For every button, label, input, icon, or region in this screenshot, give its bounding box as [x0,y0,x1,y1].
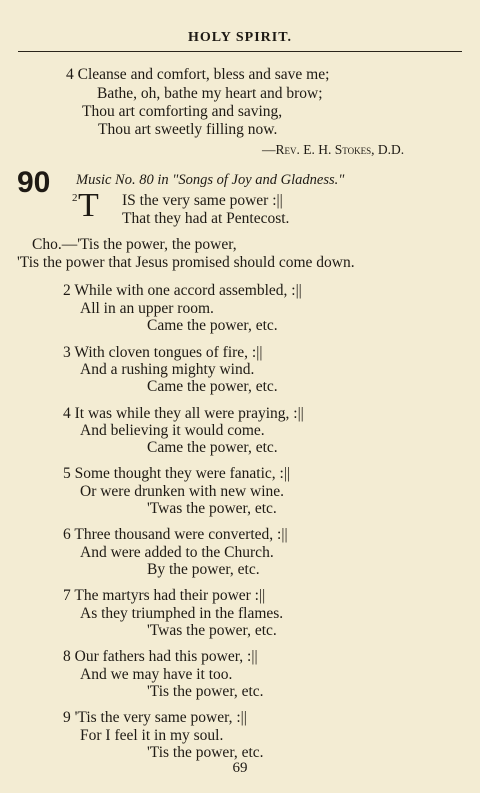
verse-4-line-1: 4 It was while they all were praying, :|| [63,405,304,422]
verse-5-line-2: Or were drunken with new wine. [80,483,285,500]
verse-3-line-2: And a rushing mighty wind. [80,361,255,378]
verse-marker: 2 [72,192,78,204]
verse-9-line-1: 9 'Tis the very same power, :|| [63,709,247,726]
verse-7-line-1: 7 The martyrs had their power :|| [63,587,266,604]
prev-hymn-attribution: —Rev. E. H. Stokes, D.D. [262,142,405,157]
verse-2-line-2: All in an upper room. [80,300,214,317]
verse-5-line-3: 'Twas the power, etc. [147,500,277,517]
verse-7-line-3: 'Twas the power, etc. [147,622,277,639]
verse-2-line-1: 2 While with one accord assembled, :|| [63,282,302,299]
verse-5-line-1: 5 Some thought they were fanatic, :|| [63,465,291,482]
verse-2-line-3: Came the power, etc. [147,317,278,334]
hymn-number: 90 [17,166,51,199]
header-rule [18,51,462,52]
verse-1-line-2: That they had at Pentecost. [122,210,290,227]
prev-hymn-line-2: Bathe, oh, bathe my heart and brow; [97,85,323,102]
verse-4-line-2: And believing it would come. [80,422,265,439]
prev-hymn-line-4: Thou art sweetly filling now. [98,121,278,138]
verse-7-line-2: As they triumphed in the flames. [80,605,284,622]
chorus-line-1: Cho.—'Tis the power, the power, [32,236,237,253]
chorus-line-2: 'Tis the power that Jesus promised should come down. [17,254,355,271]
verse-3-line-3: Came the power, etc. [147,378,278,395]
verse-9-line-2: For I feel it in my soul. [80,727,224,744]
verse-8-line-2: And we may have it too. [80,666,233,683]
verse-9-line-3: 'Tis the power, etc. [147,744,264,761]
verse-6-line-1: 6 Three thousand were converted, :|| [63,526,288,543]
verse-6-line-3: By the power, etc. [147,561,260,578]
verse-4-line-3: Came the power, etc. [147,439,278,456]
page-header: HOLY SPIRIT. [187,30,293,45]
verse-3-line-1: 3 With cloven tongues of fire, :|| [63,344,263,361]
music-reference: Music No. 80 in "Songs of Joy and Gladness." [76,172,345,188]
verse-1-line-1: IS the very same power :|| [122,192,283,209]
prev-hymn-line-3: Thou art comforting and saving, [82,103,283,120]
page-number: 69 [232,760,248,776]
drop-cap: T [78,187,99,224]
verse-8-line-1: 8 Our fathers had this power, :|| [63,648,258,665]
verse-6-line-2: And were added to the Church. [80,544,274,561]
prev-hymn-line-1: 4 Cleanse and comfort, bless and save me; [66,66,330,83]
verse-8-line-3: 'Tis the power, etc. [147,683,264,700]
